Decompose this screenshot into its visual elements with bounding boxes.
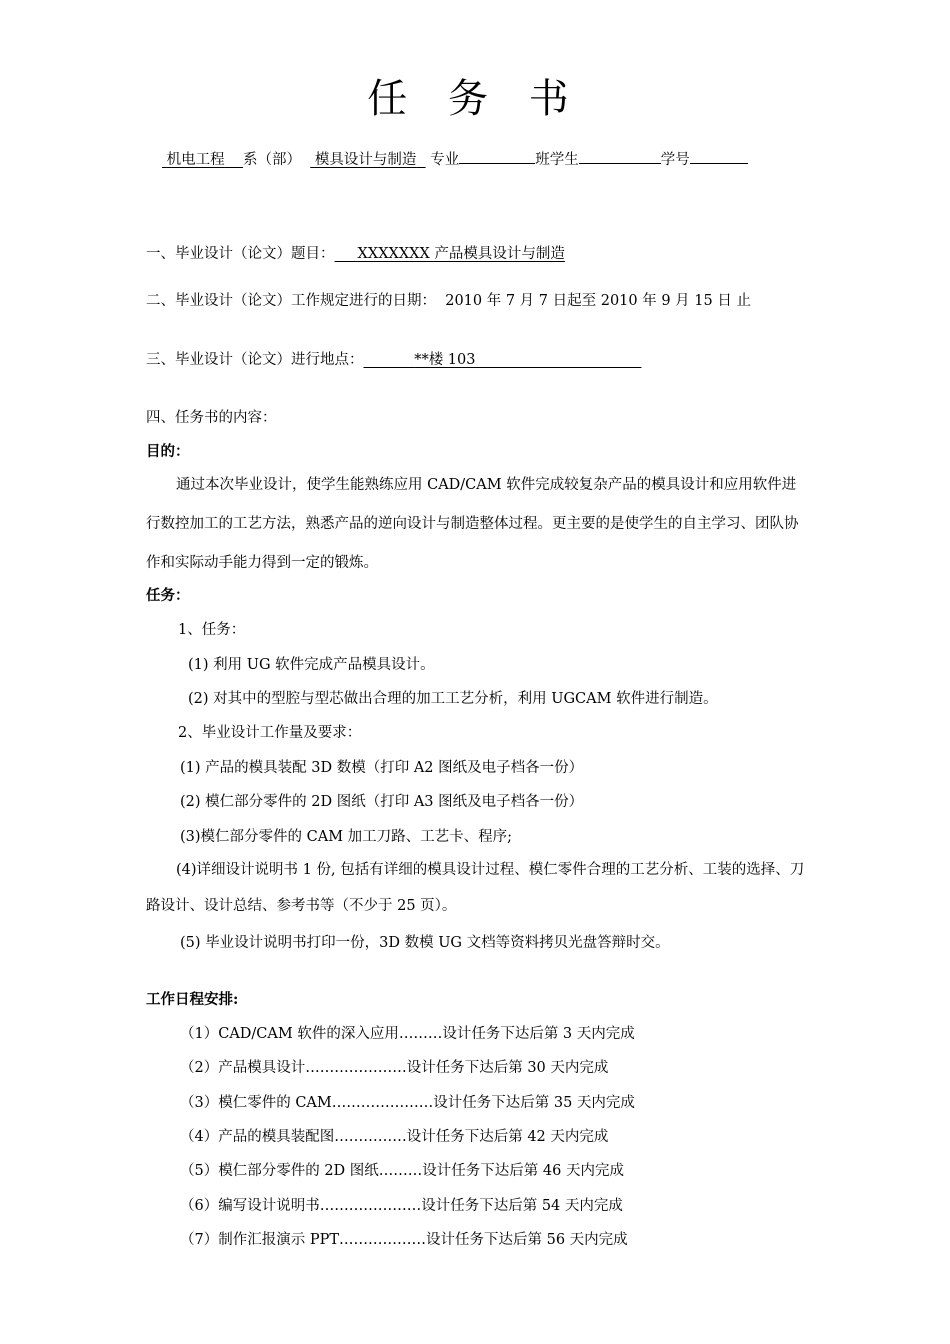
major-blank — [459, 163, 535, 164]
purpose-heading: 目的： — [146, 443, 190, 460]
task-heading: 任务： — [146, 587, 190, 604]
schedule-row: （2）产品模具设计…………………设计任务下达后第 30 天内完成 — [180, 1060, 609, 1076]
task-sub1: 1、任务： — [178, 622, 246, 638]
place-value: **楼 103 — [414, 352, 476, 368]
schedule-row: （6）编写设计说明书…………………设计任务下达后第 54 天内完成 — [180, 1198, 623, 1214]
student-name-blank — [579, 163, 661, 164]
schedule-row: （5）模仁部分零件的 2D 图纸………设计任务下达后第 46 天内完成 — [180, 1163, 624, 1179]
department-label: 系（部） — [243, 152, 302, 168]
topic-line — [146, 244, 565, 264]
class-student-label: 班学生 — [535, 152, 579, 168]
dates-line — [146, 291, 751, 311]
topic-label: 一、毕业设计（论文）题目： — [146, 246, 335, 262]
task-sub2-item: (5) 毕业设计说明书打印一份，3D 数模 UG 文档等资料拷贝光盘答辩时交。 — [180, 935, 670, 951]
major-value: 模具设计与制造 — [314, 152, 417, 168]
schedule-row: （3）模仁零件的 CAM…………………设计任务下达后第 35 天内完成 — [180, 1095, 635, 1111]
place-line — [146, 350, 641, 370]
student-id-label: 学号 — [660, 152, 690, 168]
major-label: 专业 — [430, 152, 460, 168]
student-info-line — [162, 150, 748, 170]
dates-label: 二、毕业设计（论文）工作规定进行的日期： — [146, 293, 436, 309]
task-sub1-item: (2) 对其中的型腔与型芯做出合理的加工工艺分析，利用 UGCAM 软件进行制造。 — [188, 691, 718, 707]
purpose-paragraph: 通过本次毕业设计，使学生能熟练应用 CAD/CAM 软件完成较复杂产品的模具设计和应用软件进行数控加工的工艺方法，熟悉产品的逆向设计与制造整体过程。更主要的是使学生的自主学习、团队协作和实际动手能力得到一定的锻炼。 — [146, 477, 799, 571]
task-sub2-item: (3)模仁部分零件的 CAM 加工刀路、工艺卡、程序; — [180, 829, 513, 845]
schedule-row: （1）CAD/CAM 软件的深入应用………设计任务下达后第 3 天内完成 — [180, 1026, 635, 1042]
task-sub2-item: (4)详细设计说明书 1 份, 包括有详细的模具设计过程、模仁零件合理的工艺分析、工装的选择、刀路设计、设计总结、参考书等（不少于 25 页）。 — [146, 862, 805, 914]
task-sub2-item: (2) 模仁部分零件的 2D 图纸（打印 A3 图纸及电子档各一份） — [180, 794, 584, 810]
department-value: 机电工程 — [166, 152, 225, 168]
task-sub2-item: (1) 产品的模具装配 3D 数模（打印 A2 图纸及电子档各一份） — [180, 760, 584, 776]
place-label: 三、毕业设计（论文）进行地点： — [146, 352, 364, 368]
student-id-blank — [690, 163, 748, 164]
dates-value: 2010 年 7 月 7 日起至 2010 年 9 月 15 日 止 — [445, 293, 751, 309]
schedule-row: （7）制作汇报演示 PPT………………设计任务下达后第 56 天内完成 — [180, 1232, 628, 1248]
topic-value: XXXXXXX 产品模具设计与制造 — [357, 246, 565, 262]
schedule-heading: 工作日程安排: — [146, 991, 239, 1008]
task-sub1-item: (1) 利用 UG 软件完成产品模具设计。 — [188, 657, 435, 673]
task-sub2: 2、毕业设计工作量及要求： — [178, 725, 362, 741]
document-title: 任 务 书 — [367, 76, 583, 122]
content-heading: 四、任务书的内容： — [146, 410, 277, 426]
schedule-row: （4）产品的模具装配图……………设计任务下达后第 42 天内完成 — [180, 1129, 609, 1145]
